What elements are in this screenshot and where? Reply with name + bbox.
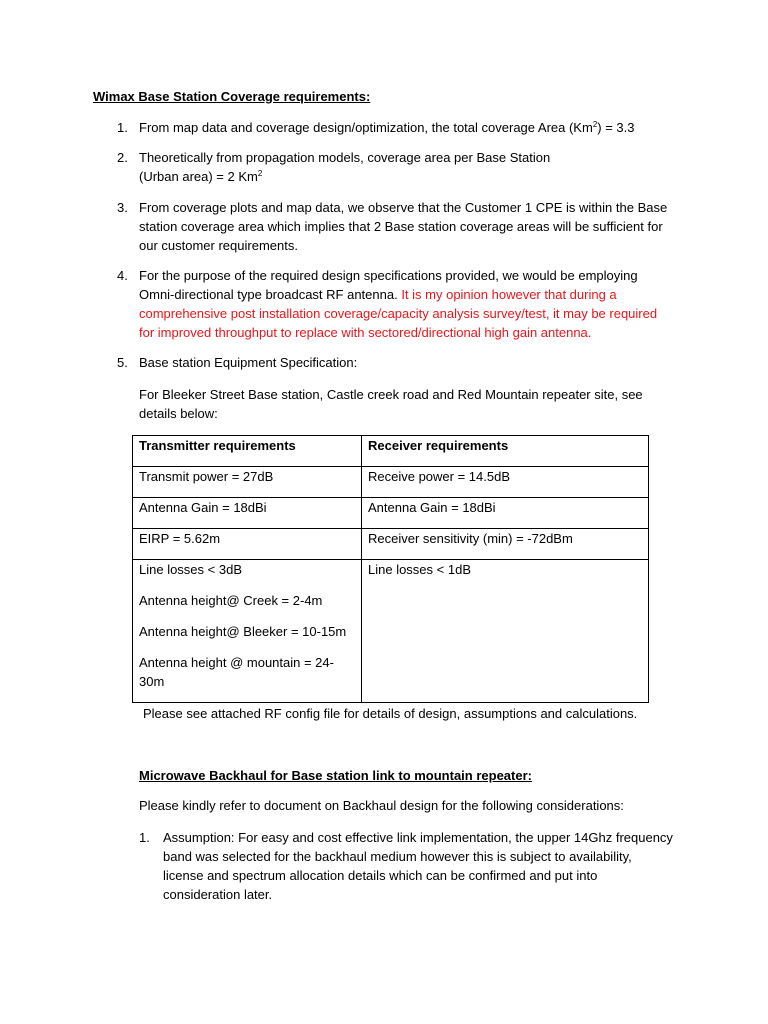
text-segment: ) = 3.3 bbox=[597, 120, 635, 135]
table-row bbox=[133, 560, 649, 703]
table-header-receiver: Receiver requirements bbox=[362, 436, 649, 467]
list-number: 3. bbox=[117, 200, 128, 215]
highlighted-opinion-text: for improved throughput to replace with sectored/directional high gain antenna. bbox=[139, 325, 592, 340]
equipment-spec-table bbox=[132, 435, 649, 703]
table-cell: EIRP = 5.62m bbox=[133, 529, 362, 560]
cell-line: Line losses < 1dB bbox=[368, 562, 471, 577]
list-item-cpe-coverage bbox=[139, 198, 667, 255]
table-header-row bbox=[133, 436, 649, 467]
section-heading-coverage: Wimax Base Station Coverage requirements: bbox=[93, 89, 371, 104]
table-cell: Receiver sensitivity (min) = -72dBm bbox=[362, 529, 649, 560]
table-cell: Antenna Gain = 18dBi bbox=[133, 498, 362, 529]
cell-line: Antenna height@ Bleeker = 10-15m bbox=[139, 624, 347, 639]
cell-line: Line losses < 3dB bbox=[139, 562, 242, 577]
table-row bbox=[133, 498, 649, 529]
list-item-area-per-station bbox=[139, 148, 550, 186]
text-line: For the purpose of the required design specifications provided, we would be employing bbox=[139, 268, 638, 283]
text-line: license and spectrum allocation details which can be confirmed and put into bbox=[163, 868, 598, 883]
text-line: From coverage plots and map data, we observe that the Customer 1 CPE is within the Base bbox=[139, 200, 668, 215]
text-line: station coverage area which implies that 2 Base station coverage areas will be sufficient for bbox=[139, 219, 663, 234]
table-cell bbox=[362, 560, 649, 703]
superscript: 2 bbox=[257, 169, 263, 178]
text-line bbox=[139, 167, 550, 186]
table-row bbox=[133, 467, 649, 498]
text-line: For Bleeker Street Base station, Castle creek road and Red Mountain repeater site, see bbox=[139, 387, 643, 402]
table-cell: Receive power = 14.5dB bbox=[362, 467, 649, 498]
text-line: band was selected for the backhaul medium however this is subject to availability, bbox=[163, 849, 632, 864]
text-line: Assumption: For easy and cost effective link implementation, the upper 14Ghz frequency bbox=[163, 830, 673, 845]
superscript: 2 bbox=[592, 120, 598, 129]
text-segment: Omni-directional type broadcast RF antenna. bbox=[139, 287, 402, 302]
table-cell: Transmit power = 27dB bbox=[133, 467, 362, 498]
table-cell bbox=[133, 560, 362, 703]
text-line: our customer requirements. bbox=[139, 238, 298, 253]
section-heading-backhaul: Microwave Backhaul for Base station link to mountain repeater: bbox=[139, 768, 532, 783]
list-item-coverage-area bbox=[139, 118, 634, 137]
list-number: 1. bbox=[139, 830, 150, 845]
list-item-backhaul-assumption bbox=[163, 828, 673, 904]
table-cell: Antenna Gain = 18dBi bbox=[362, 498, 649, 529]
text-line: consideration later. bbox=[163, 887, 273, 902]
list-number: 5. bbox=[117, 355, 128, 370]
text-line: Theoretically from propagation models, coverage area per Base Station bbox=[139, 150, 551, 165]
text-segment: (Urban area) = 2 Km bbox=[139, 169, 258, 184]
table-row bbox=[133, 529, 649, 560]
list-number: 1. bbox=[117, 120, 128, 135]
highlighted-opinion-text: It is my opinion however that during a bbox=[401, 287, 617, 302]
cell-line: 30m bbox=[139, 674, 165, 689]
list-number: 4. bbox=[117, 268, 128, 283]
backhaul-intro: Please kindly refer to document on Backhaul design for the following considerations: bbox=[139, 798, 624, 813]
text-segment: From map data and coverage design/optimization, the total coverage Area (Km bbox=[139, 120, 593, 135]
cell-line: Antenna height@ Creek = 2-4m bbox=[139, 593, 323, 608]
text-line: details below: bbox=[139, 406, 218, 421]
list-item-equipment-spec: Base station Equipment Specification: bbox=[139, 355, 358, 370]
table-note: Please see attached RF config file for details of design, assumptions and calculations. bbox=[143, 706, 638, 721]
list-number: 2. bbox=[117, 150, 128, 165]
list-item-antenna-type bbox=[139, 266, 657, 342]
sites-paragraph bbox=[139, 385, 643, 423]
text-line bbox=[139, 285, 657, 304]
table-header-transmitter: Transmitter requirements bbox=[133, 436, 362, 467]
highlighted-opinion-text: comprehensive post installation coverage/capacity analysis survey/test, it may be required bbox=[139, 306, 658, 321]
cell-line: Antenna height @ mountain = 24- bbox=[139, 655, 334, 670]
